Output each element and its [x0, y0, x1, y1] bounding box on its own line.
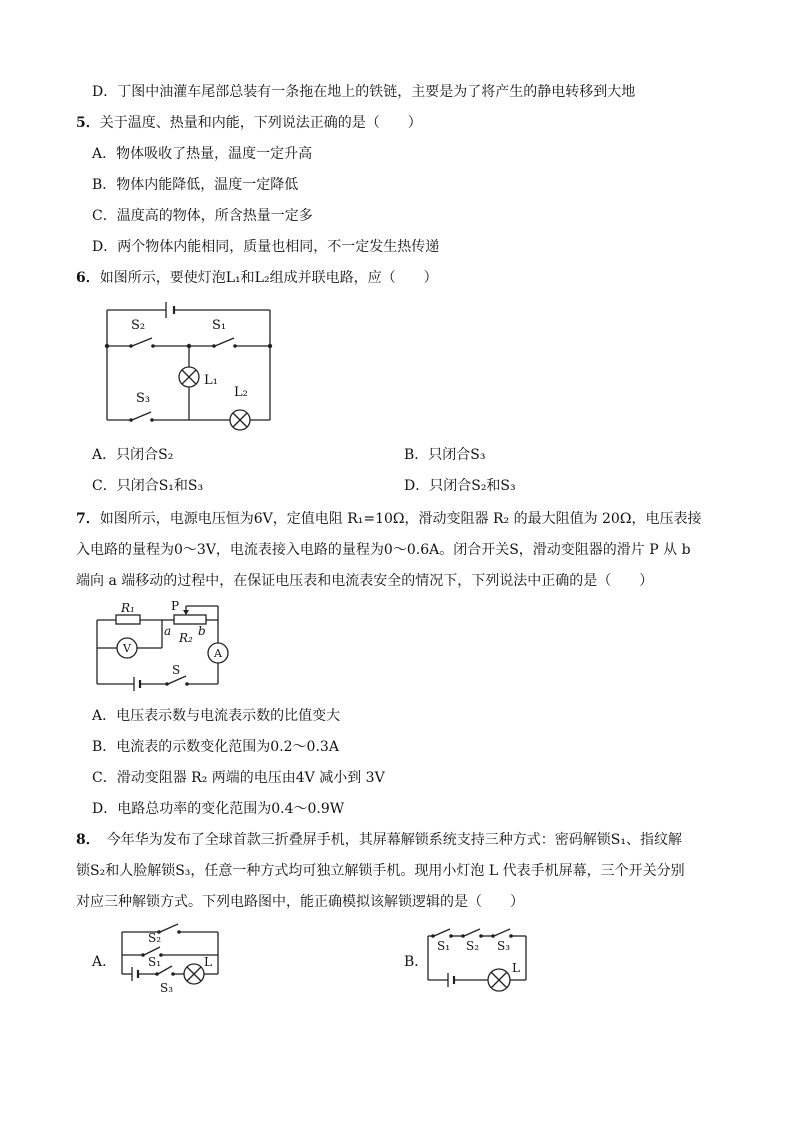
q5-option-d: D．两个物体内能相同，质量也相同，不一定发生热传递 — [92, 239, 440, 255]
q6-option-b: B．只闭合S₃ — [404, 447, 486, 463]
q6-option-a: A．只闭合S₂ — [92, 447, 174, 463]
question-number: 6． — [76, 270, 100, 286]
q7-circuit-diagram — [94, 598, 240, 694]
q8-option-a-label: A． — [92, 954, 117, 970]
q5-option-c: C．温度高的物体，所含热量一定多 — [92, 208, 313, 224]
label-l: L — [204, 955, 212, 969]
lamp-l2-icon — [230, 410, 250, 430]
q5-option-b: B．物体内能降低，温度一定降低 — [92, 177, 299, 193]
lamp-l-icon — [184, 964, 204, 984]
label-s3: S₃ — [136, 391, 151, 406]
label-l: L — [512, 961, 520, 975]
label-v: V — [123, 642, 131, 655]
question-number: 8． — [76, 832, 93, 848]
question-5 — [76, 113, 422, 133]
question-stem-line-1: 今年华为发布了全球首款三折叠屏手机，其屏幕解锁系统支持三种方式：密码解锁S₁、指纹解 — [92, 832, 682, 848]
question-number: 5． — [76, 115, 100, 131]
rheostat-r2 — [174, 615, 206, 624]
question-stem: 关于温度、热量和内能，下列说法正确的是（ ） — [99, 115, 422, 131]
q8-option-a-circuit — [118, 922, 228, 994]
switch-s1 — [144, 947, 160, 955]
label-s2: S₂ — [466, 939, 480, 953]
label-p: P — [171, 599, 180, 613]
label-s3: S₃ — [160, 981, 174, 995]
label-r2: R₂ — [179, 631, 193, 645]
label-s1: S₁ — [148, 955, 162, 969]
lamp-l-icon — [488, 969, 510, 991]
question-stem-line-2: 入电路的量程为0～3V，电流表接入电路的量程为0～0.6A。闭合开关S，滑动变阻器的滑片 P 从 b — [76, 542, 691, 558]
switch-s2 — [132, 338, 152, 346]
q7-option-d: D．电路总功率的变化范围为0.4～0.9W — [92, 801, 345, 817]
label-s2: S₂ — [131, 318, 146, 333]
q7-option-a: A．电压表示数与电流表示数的比值变大 — [92, 708, 341, 724]
q6-circuit-diagram — [100, 296, 280, 432]
question-stem: 如图所示，要使灯泡L₁和L₂组成并联电路，应（ ） — [99, 270, 438, 286]
switch-s — [168, 676, 186, 684]
label-s1: S₁ — [437, 939, 451, 953]
label-b: b — [198, 624, 206, 638]
switch-s1 — [434, 929, 450, 936]
resistor-r1 — [116, 615, 140, 624]
label-s1: S₁ — [212, 318, 227, 333]
label-ammeter: A — [214, 647, 222, 660]
question-7 — [76, 509, 701, 529]
question-stem-line-2: 锁S₂和人脸解锁S₃，任意一种方式均可独立解锁手机。现用小灯泡 L 代表手机屏幕，三个开关分别 — [76, 863, 685, 879]
q7-option-c: C．滑动变阻器 R₂ 两端的电压由4V 减小到 3V — [92, 770, 385, 786]
q8-option-b-label: B． — [404, 954, 429, 970]
label-r1: R₁ — [121, 601, 135, 615]
label-s2: S₂ — [148, 931, 162, 945]
label-l2: L₂ — [234, 385, 248, 400]
label-s: S — [172, 663, 181, 677]
q5-option-a: A．物体吸收了热量，温度一定升高 — [92, 146, 313, 162]
switch-s2 — [160, 924, 178, 932]
q6-option-d: D．只闭合S₂和S₃ — [404, 478, 516, 494]
question-6 — [76, 268, 438, 288]
question-stem-line-3: 对应三种解锁方式。下列电路图中，能正确模拟该解锁逻辑的是（ ） — [76, 894, 524, 910]
q4-option-d: D．丁图中油灌车尾部总装有一条拖在地上的铁链，主要是为了将产生的静电转移到大地 — [92, 84, 636, 100]
switch-s3 — [494, 929, 510, 936]
question-stem-line-1: 如图所示，电源电压恒为6V，定值电阻 R₁=10Ω，滑动变阻器 R₂ 的最大阻值为 20Ω，电压表接 — [99, 511, 702, 527]
question-8 — [76, 830, 682, 850]
q8-option-b-circuit — [424, 926, 534, 998]
lamp-l1-icon — [179, 367, 199, 387]
question-number: 7． — [76, 511, 100, 527]
label-s3: S₃ — [497, 939, 511, 953]
q6-option-c: C．只闭合S₁和S₃ — [92, 478, 204, 494]
q7-option-b: B．电流表的示数变化范围为0.2～0.3A — [92, 739, 339, 755]
switch-s3 — [132, 412, 151, 420]
switch-s2 — [464, 929, 480, 936]
switch-s1 — [215, 338, 234, 346]
question-stem-line-3: 端向 a 端移动的过程中，在保证电压表和电流表安全的情况下，下列说法中正确的是（ ） — [76, 573, 654, 589]
label-l1: L₁ — [204, 373, 218, 388]
label-a: a — [164, 624, 172, 638]
